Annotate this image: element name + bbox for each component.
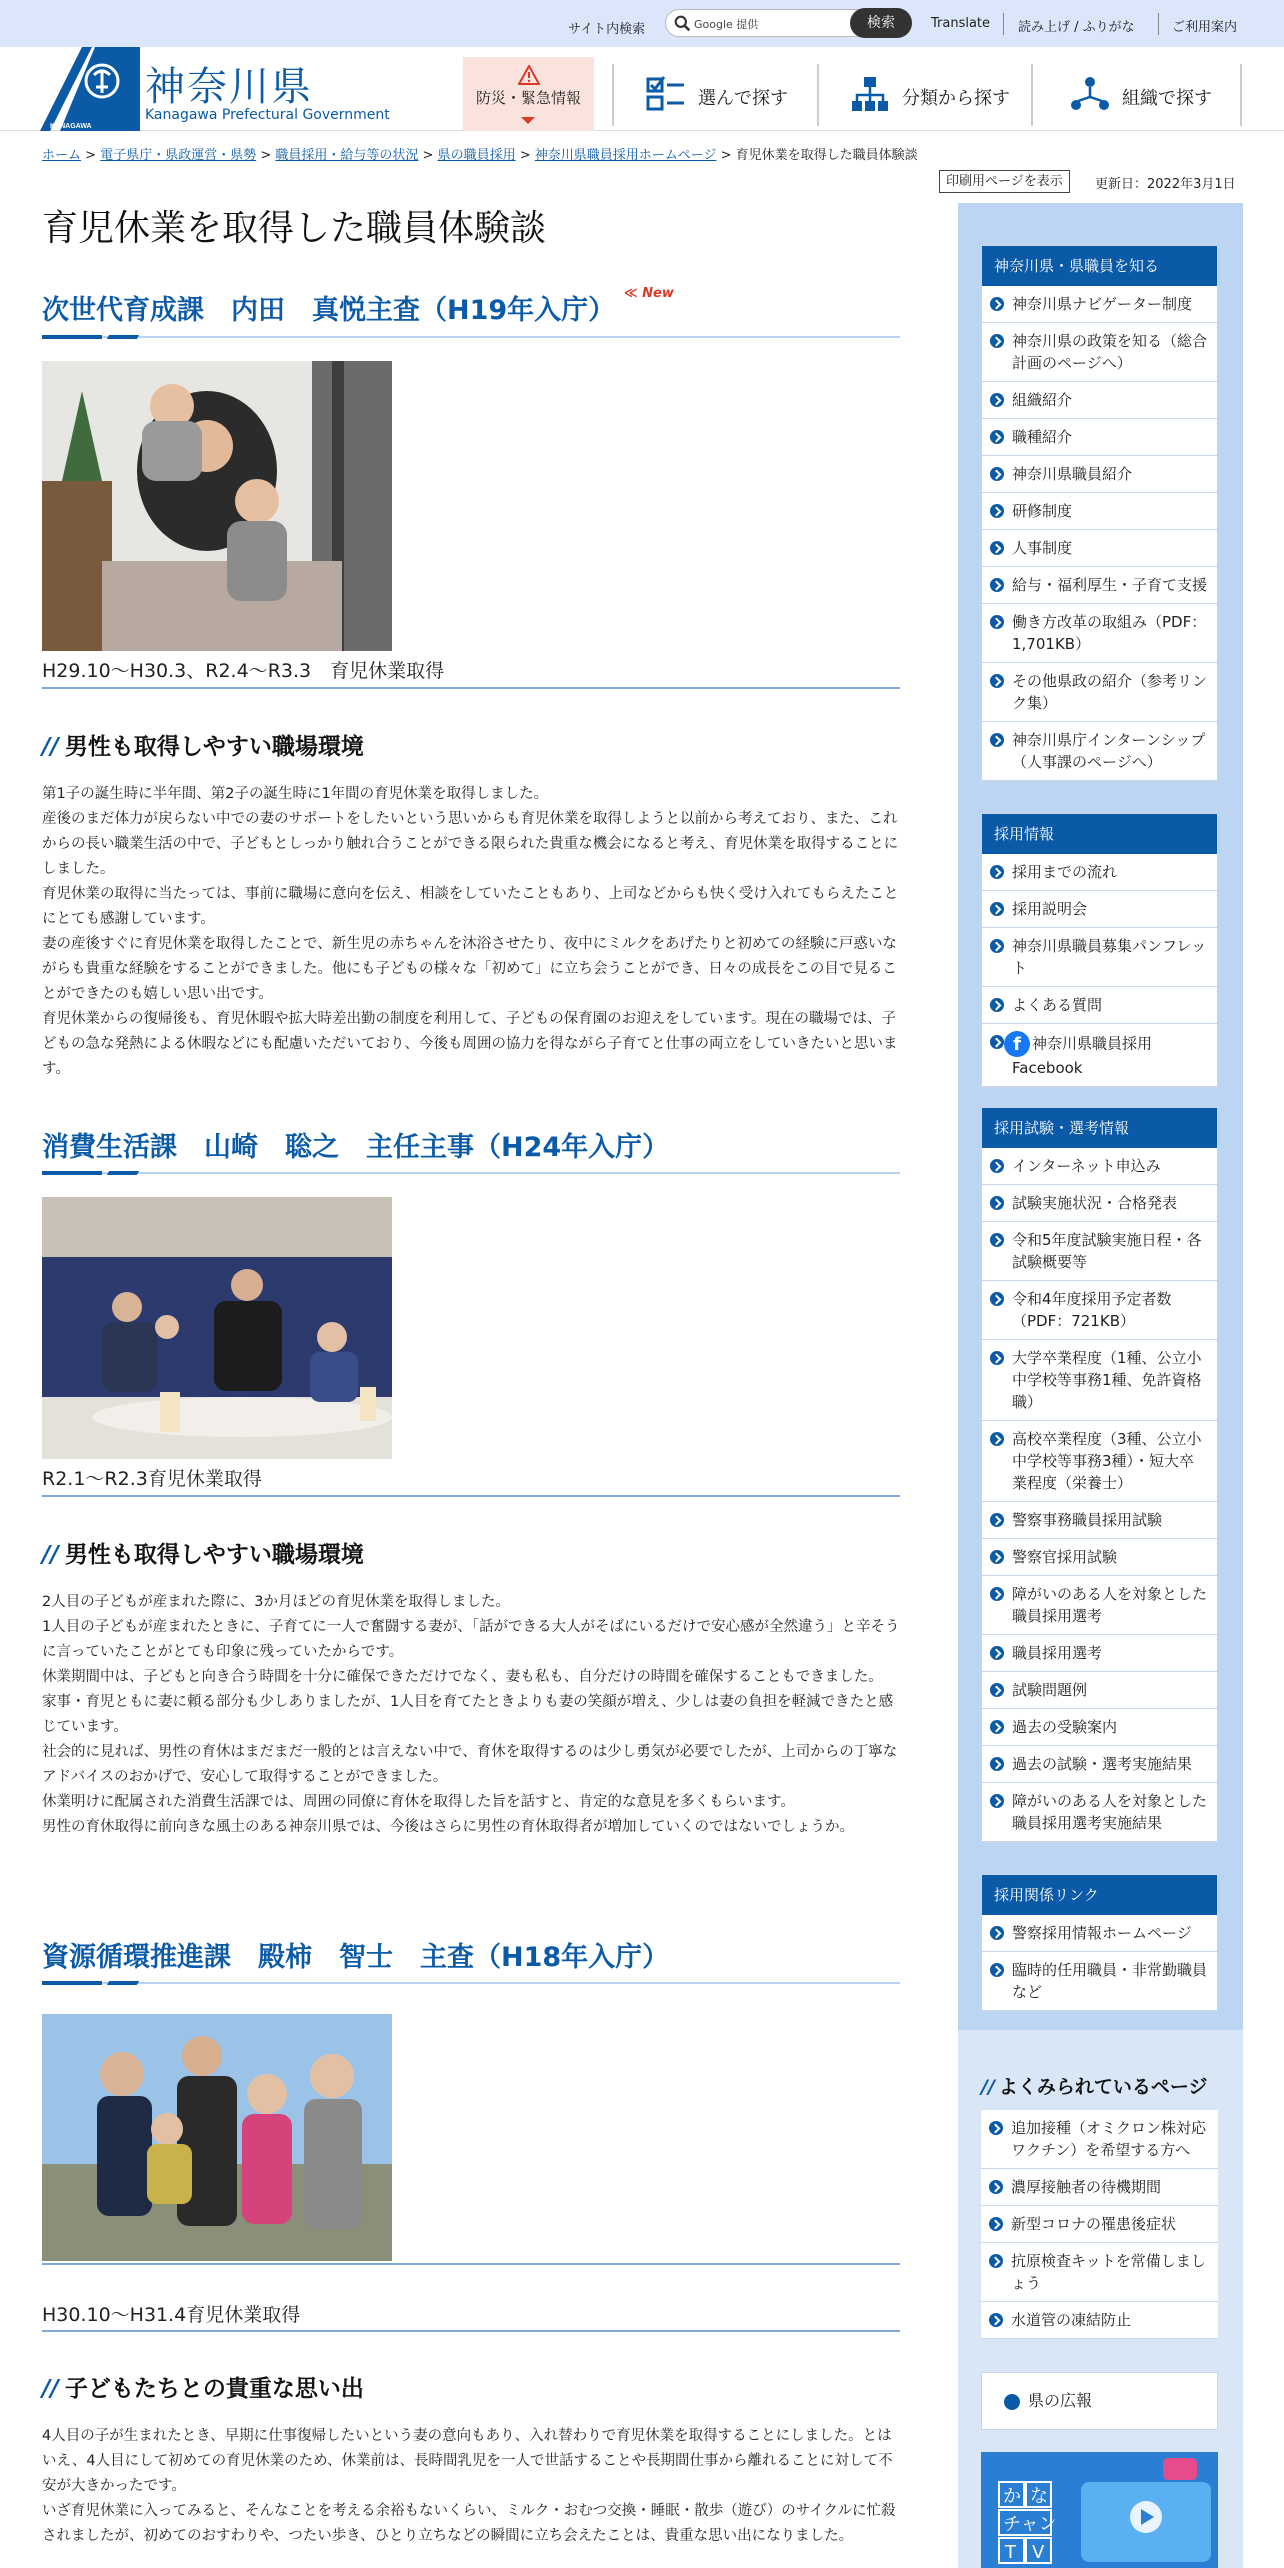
sidebar-link[interactable]: 警察事務職員採用試験: [982, 1502, 1217, 1539]
translate-link[interactable]: Translate: [931, 16, 991, 31]
heading-rule: [42, 1168, 900, 1184]
chevron-right-icon: [990, 1513, 1004, 1527]
divider: [1240, 64, 1242, 126]
chevron-right-icon: [990, 1550, 1004, 1564]
hierarchy-icon: [850, 75, 890, 115]
chevron-right-icon: [990, 1646, 1004, 1660]
chevron-right-icon: [990, 297, 1004, 311]
breadcrumb-link[interactable]: 電子県庁・県政運営・県勢: [100, 148, 257, 163]
photo-caption: H29.10～H30.3、R2.4～R3.3 育児休業取得: [42, 660, 445, 682]
chevron-right-icon: [989, 2217, 1003, 2231]
caption-rule: [42, 2330, 900, 2332]
sidebar-box-recruit: [981, 813, 1218, 1088]
sidebar-link[interactable]: 臨時的任用職員・非常勤職員など: [982, 1952, 1217, 2011]
chevron-right-icon: [990, 1196, 1004, 1210]
chevron-right-icon: [990, 998, 1004, 1012]
read-aloud-link[interactable]: 読み上げ / ふりがな: [1018, 20, 1135, 35]
section-heading: 次世代育成課 内田 真悦主査（H19年入庁）: [42, 295, 616, 326]
popular-link[interactable]: 新型コロナの罹患後症状: [981, 2206, 1218, 2243]
logo-subtitle: Kanagawa Prefectural Government: [145, 107, 390, 123]
chevron-right-icon: [990, 674, 1004, 688]
guide-link[interactable]: ご利用案内: [1172, 20, 1238, 35]
sidebar-link[interactable]: 神奈川県職員紹介: [982, 456, 1217, 493]
sidebar-box-title: 神奈川県・県職員を知る: [982, 246, 1217, 286]
organization-icon: [1070, 75, 1110, 115]
chevron-right-icon: [990, 430, 1004, 444]
popular-pages-heading: // よくみられているページ: [981, 2076, 1208, 2098]
disaster-label: 防災・緊急情報: [475, 89, 581, 107]
staff-photo: [42, 2014, 392, 2261]
sidebar-link[interactable]: 令和4年度採用予定者数（PDF：721KB）: [982, 1281, 1217, 1340]
heading-rule: [42, 1978, 900, 1994]
chevron-right-icon: [990, 467, 1004, 481]
chevron-right-icon: [990, 1926, 1004, 1940]
section-heading: 資源循環推進課 殿柿 智士 主査（H18年入庁）: [42, 1942, 670, 1973]
heading-rule: [42, 332, 900, 348]
svg-text:な: な: [1030, 2486, 1048, 2507]
chevron-right-icon: [989, 2180, 1003, 2194]
print-button[interactable]: 印刷用ページを表示: [939, 170, 1070, 193]
sidebar-link[interactable]: 大学卒業程度（1種、公立小中学校等事務1種、免許資格職）: [982, 1340, 1217, 1421]
chevron-right-icon: [990, 1683, 1004, 1697]
chevron-right-icon: [989, 2121, 1003, 2135]
chevron-right-icon: [990, 1963, 1004, 1977]
logo-title[interactable]: 神奈川県: [145, 64, 313, 110]
sidebar-link[interactable]: その他県政の紹介（参考リンク集）: [982, 663, 1217, 722]
utility-bar: [0, 0, 1284, 47]
page-title: 育児休業を取得した職員体験談: [42, 208, 547, 249]
popular-link[interactable]: 追加接種（オミクロン株対応ワクチン）を希望する方へ: [981, 2110, 1218, 2169]
nav-label: 分類から探す: [902, 88, 1010, 109]
chevron-right-icon: [990, 1757, 1004, 1771]
sidebar-link[interactable]: 過去の受験案内: [982, 1709, 1217, 1746]
popular-link[interactable]: 濃厚接触者の待機期間: [981, 2169, 1218, 2206]
svg-text:KANAGAWA: KANAGAWA: [50, 123, 92, 130]
prefecture-pr-button[interactable]: 県の広報: [981, 2372, 1218, 2430]
sidebar-box-title: 採用関係リンク: [982, 1875, 1217, 1915]
chevron-right-icon: [990, 939, 1004, 953]
sub-heading: // 男性も取得しやすい職場環境: [42, 734, 364, 760]
sub-heading: // 子どもたちとの貴重な思い出: [42, 2376, 364, 2402]
sidebar-box-title: 採用情報: [982, 814, 1217, 854]
new-badge: ≪ New: [624, 286, 674, 301]
photo-caption: R2.1～R2.3育児休業取得: [42, 1468, 262, 1490]
facebook-icon: f: [1004, 1031, 1030, 1057]
sidebar-link[interactable]: 令和5年度試験実施日程・各試験概要等: [982, 1222, 1217, 1281]
chevron-right-icon: [990, 1351, 1004, 1365]
breadcrumb-current: 育児休業を取得した職員体験談: [735, 148, 918, 163]
divider: [1158, 13, 1159, 35]
chevron-right-icon: [990, 578, 1004, 592]
sidebar-link[interactable]: 過去の試験・選考実施結果: [982, 1746, 1217, 1783]
chevron-right-icon: [990, 1035, 1004, 1049]
sub-heading: // 男性も取得しやすい職場環境: [42, 1542, 364, 1568]
sidebar-box-links: [981, 1874, 1218, 2012]
sidebar-link[interactable]: 採用説明会: [982, 891, 1217, 928]
sidebar-link[interactable]: インターネット申込み: [982, 1148, 1217, 1185]
sidebar-link[interactable]: 試験実施状況・合格発表: [982, 1185, 1217, 1222]
chevron-right-icon: [990, 541, 1004, 555]
breadcrumb: ホーム > 電子県庁・県政運営・県勢 > 職員採用・給与等の状況 > 県の職員採用 > 神奈川県職員採用ホームページ > 育児休業を取得した職員体験談: [42, 148, 918, 163]
caption-rule: [42, 2263, 900, 2265]
chevron-right-icon: [990, 615, 1004, 629]
chevron-down-icon: [521, 117, 535, 124]
breadcrumb-link[interactable]: 職員採用・給与等の状況: [275, 148, 419, 163]
sidebar-link[interactable]: 神奈川県職員募集パンフレット: [982, 928, 1217, 987]
svg-text:T: T: [1005, 2542, 1016, 2563]
sidebar-link[interactable]: 給与・福利厚生・子育て支援: [982, 567, 1217, 604]
chevron-right-icon: [990, 334, 1004, 348]
breadcrumb-link[interactable]: ホーム: [42, 148, 82, 163]
popular-pages-list: [981, 2110, 1218, 2339]
chevron-right-icon: [990, 393, 1004, 407]
site-header: [0, 47, 1284, 131]
sidebar-box-exams: [981, 1107, 1218, 1843]
sidebar-link[interactable]: 神奈川県庁インターンシップ（人事課のページへ）: [982, 722, 1217, 781]
chevron-right-icon: [1004, 2394, 1020, 2410]
svg-text:チャン: チャン: [1003, 2514, 1057, 2535]
divider: [1031, 64, 1033, 126]
warning-icon: [518, 65, 540, 85]
nav-label: 組織で探す: [1122, 88, 1212, 109]
sidebar-link[interactable]: 働き方改革の取組み（PDF：1,701KB）: [982, 604, 1217, 663]
sidebar-link[interactable]: 組織紹介: [982, 382, 1217, 419]
sidebar-link[interactable]: 警察官採用試験: [982, 1539, 1217, 1576]
caption-rule: [42, 1495, 900, 1497]
sidebar-link[interactable]: 研修制度: [982, 493, 1217, 530]
chevron-right-icon: [990, 1159, 1004, 1173]
nav-label: 選んで探す: [698, 88, 788, 109]
divider: [1003, 13, 1004, 35]
chevron-right-icon: [990, 902, 1004, 916]
divider: [817, 64, 819, 126]
chevron-right-icon: [990, 1587, 1004, 1601]
chevron-right-icon: [990, 1720, 1004, 1734]
sidebar-box-title: 採用試験・選考情報: [982, 1108, 1217, 1148]
sidebar-link[interactable]: 神奈川県の政策を知る（総合計画のページへ）: [982, 323, 1217, 382]
sidebar-link[interactable]: 障がいのある人を対象とした職員採用選考: [982, 1576, 1217, 1635]
chevron-right-icon: [990, 1292, 1004, 1306]
chevron-right-icon: [990, 504, 1004, 518]
chevron-right-icon: [989, 2254, 1003, 2268]
chevron-right-icon: [989, 2313, 1003, 2327]
chevron-right-icon: [990, 733, 1004, 747]
svg-text:か: か: [1003, 2486, 1021, 2507]
sidebar-link[interactable]: 職種紹介: [982, 419, 1217, 456]
sidebar-link[interactable]: 神奈川県ナビゲーター制度: [982, 286, 1217, 323]
staff-photo: [42, 1197, 392, 1459]
kanagawa-logo-icon[interactable]: [40, 47, 140, 131]
sidebar-link[interactable]: 試験問題例: [982, 1672, 1217, 1709]
section-body: 2人目の子どもが産まれた際に、3か月ほどの育児休業を取得しました。 1人目の子どもが産まれたときに、子育てに一人で奮闘する妻が、「話ができる大人がそばにいるだけで安心感が全然違う」と辛そうに言っていたことがとても印象に残っていたからです。 休業期間中は、子どもと向き合う時間を十分に確保できただけでなく、妻も私も、自分だけの時間を確保することもできました。 家事・育児ともに妻に頼る部分も少しありましたが、1人目を育てたときよりも妻の笑顔が増え、少しは妻の負担を軽減できたと感じています。 社会的に見れば、男性の育休はまだまだ一般的とは言えない中で、育休を取得するのは少し勇気が必要でしたが、上司からの丁寧なアドバイスのおかげで、安心して取得することができました。 休業明けに配属された消費生活課では、周囲の同僚に育休を取得した旨を話すと、肯定的な意見を多くもらいます。 男性の育休取得に前向きな風土のある神奈川県では、今後はさらに男性の育休取得者が増加していくのではないでしょうか。: [42, 1594, 900, 1835]
kanachan-tv-banner[interactable]: [981, 2452, 1218, 2568]
chevron-right-icon: [990, 1794, 1004, 1808]
sidebar-box-know: [981, 245, 1218, 782]
staff-photo: [42, 361, 392, 651]
section-body: 4人目の子が生まれたとき、早期に仕事復帰したいという妻の意向もあり、入れ替わりで育児休業を取得することにしました。とはいえ、4人目にして初めての育児休業のため、休業前は、長時間乳児を一人で世話することや長期間仕事から離れることに対して不安が大きかったです。 いざ育児休業に入ってみると、そんなことを考える余裕もないくらい、ミルク・おむつ交換・睡眠・散歩（遊び）のサイクルに忙殺されましたが、初めてのおすわりや、つたい歩き、ひとり立ちなどの瞬間に立ち会えたことは、貴重な思い出になりました。: [42, 2428, 896, 2544]
sidebar-link[interactable]: 職員採用選考: [982, 1635, 1217, 1672]
sidebar-link-facebook[interactable]: f 神奈川県職員採用Facebook: [982, 1024, 1217, 1087]
search-button[interactable]: 検索: [850, 8, 912, 38]
svg-text:V: V: [1032, 2542, 1045, 2563]
divider: [612, 64, 614, 126]
updated-date: 更新日：2022年3月1日: [1095, 177, 1236, 192]
photo-caption: H30.10～H31.4育児休業取得: [42, 2304, 301, 2326]
sidebar-link[interactable]: 警察採用情報ホームページ: [982, 1915, 1217, 1952]
search-placeholder: Google 提供: [694, 18, 759, 31]
caption-rule: [42, 687, 900, 689]
search-icon: [674, 15, 691, 32]
section-heading: 消費生活課 山崎 聡之 主任主事（H24年入庁）: [42, 1132, 670, 1163]
popular-link[interactable]: 抗原検査キットを常備しましょう: [981, 2243, 1218, 2302]
sidebar-link[interactable]: よくある質問: [982, 987, 1217, 1024]
sidebar-link[interactable]: 採用までの流れ: [982, 854, 1217, 891]
disaster-info-button[interactable]: [463, 57, 594, 131]
sidebar-link[interactable]: 高校卒業程度（3種、公立小中学校等事務3種）・短大卒業程度（栄養士）: [982, 1421, 1217, 1502]
breadcrumb-link[interactable]: 県の職員採用: [437, 148, 516, 163]
site-search-label: サイト内検索: [568, 22, 646, 37]
breadcrumb-link[interactable]: 神奈川県職員採用ホームページ: [534, 148, 717, 163]
sidebar-link[interactable]: 障がいのある人を対象とした職員採用選考実施結果: [982, 1783, 1217, 1842]
chevron-right-icon: [990, 865, 1004, 879]
checklist-icon: [646, 75, 686, 115]
chevron-right-icon: [990, 1233, 1004, 1247]
chevron-right-icon: [990, 1432, 1004, 1446]
sidebar-link[interactable]: 人事制度: [982, 530, 1217, 567]
popular-link[interactable]: 水道管の凍結防止: [981, 2302, 1218, 2339]
section-body: 第1子の誕生時に半年間、第2子の誕生時に1年間の育児休業を取得しました。 産後のまだ体力が戻らない中での妻のサポートをしたいという思いからも育児休業を取得しようと以前から考えており、また、これからの長い職業生活の中で、子どもとしっかり触れ合うことができる限られた貴重な機会になると考え、育児休業を取得することにしました。 育児休業の取得に当たっては、事前に職場に意向を伝え、相談をしていたこともあり、上司などからも快く受け入れてもらえたことにとても感謝しています。 妻の産後すぐに育児休業を取得したことで、新生児の赤ちゃんを沐浴させたり、夜中にミルクをあげたりと初めての経験に戸惑いながらも貴重な経験をすることができました。他にも子どもの様々な「初めて」に立ち会うことができ、日々の成長をこの目で見ることができたのも嬉しい思い出です。 育児休業からの復帰後も、育児休暇や拡大時差出勤の制度を利用して、子どもの保育園のお迎えをしています。現在の職場では、子どもの急な発熱による休暇などにも配慮いただいており、今後も周囲の協力を得ながら子育てと仕事の両立をしていきたいと思います。: [42, 786, 899, 1077]
